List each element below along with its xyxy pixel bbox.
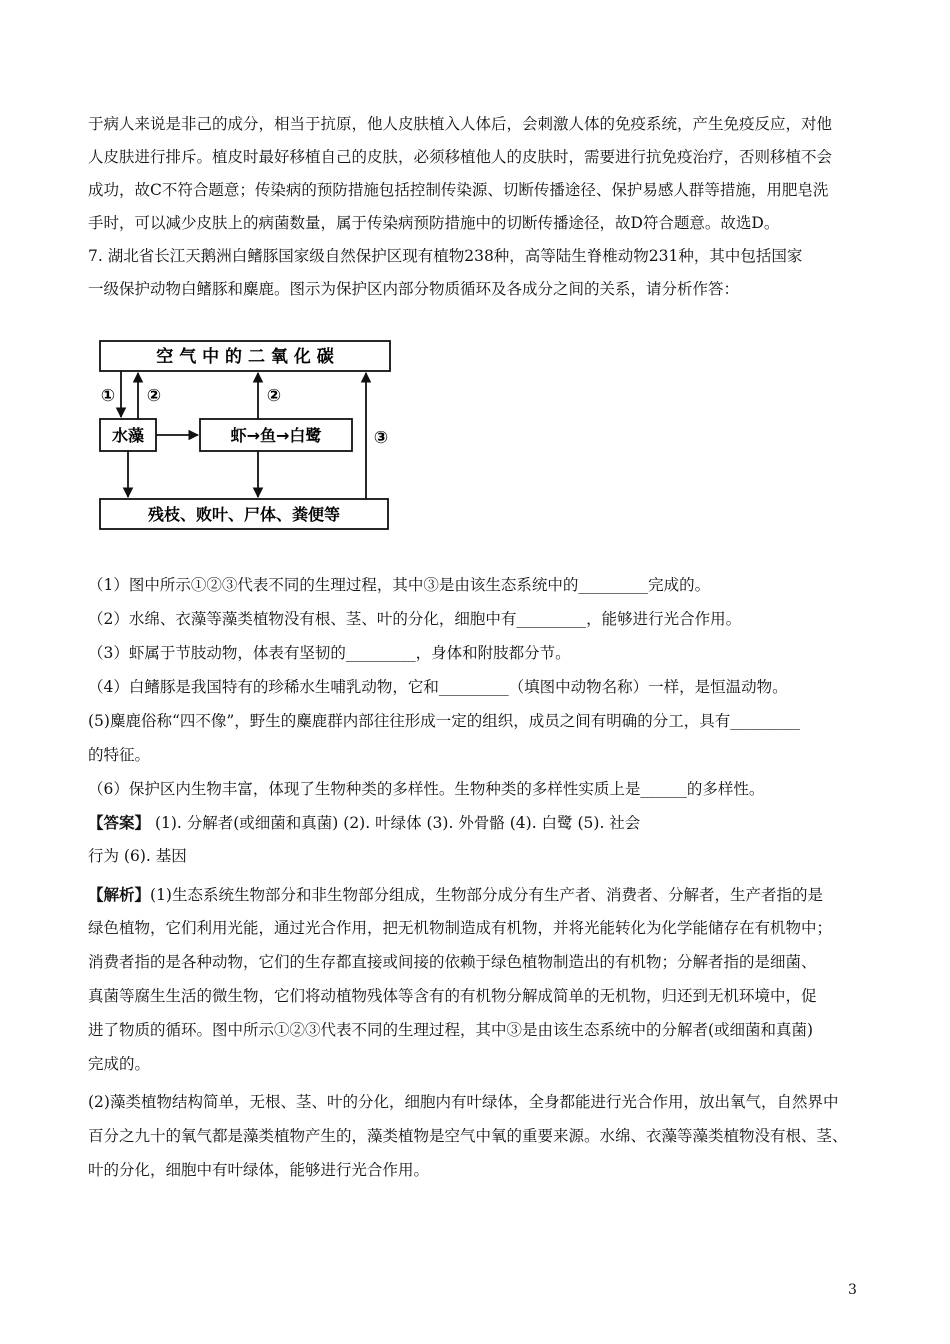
process-label-2: ② bbox=[146, 386, 162, 406]
analysis-line bbox=[88, 878, 868, 912]
analysis-line: 叶的分化，细胞中有叶绿体，能够进行光合作用。 bbox=[88, 1161, 430, 1179]
analysis-line: 真菌等腐生生活的微生物，它们将动植物残体等含有的有机物分解成简单的无机物，归还到无机环境中，促 bbox=[88, 987, 817, 1005]
sub-question: （6）保护区内生物丰富，体现了生物种类的多样性。生物种类的多样性实质上是______的多样性。 bbox=[88, 780, 765, 798]
residue-label: 残枝、败叶、尸体、粪便等 bbox=[147, 505, 341, 524]
process-label-2: ② bbox=[266, 386, 282, 406]
co2-label: 空 气 中 的 二 氧 化 碳 bbox=[156, 347, 334, 367]
sub-question: （4）白鳍豚是我国特有的珍稀水生哺乳动物，它和_________（填图中动物名称）一样，是恒温动物。 bbox=[88, 678, 788, 696]
intro-line: 手时，可以减少皮肤上的病菌数量，属于传染病预防措施中的切断传播途径，故D符合题意。故选D。 bbox=[88, 214, 780, 232]
analysis-line: 进了物质的循环。图中所示①②③代表不同的生理过程，其中③是由该生态系统中的分解者(或细菌和真菌) bbox=[88, 1021, 814, 1039]
analysis-line: 百分之九十的氧气都是藻类植物产生的，藻类植物是空气中氧的重要来源。水绵、衣藻等藻类植物没有根、茎、 bbox=[88, 1127, 848, 1145]
answer-text: (1). 分解者(或细菌和真菌) (2). 叶绿体 (3). 外骨骼 (4). 白鹭 (5). 社会 bbox=[150, 814, 641, 832]
material-cycle-diagram bbox=[96, 335, 396, 535]
analysis-line: 完成的。 bbox=[88, 1055, 151, 1073]
food-chain-label: 虾→鱼→白鹭 bbox=[230, 426, 322, 445]
analysis-line: 消费者指的是各种动物，它们的生存都直接或间接的依赖于绿色植物制造出的有机物；分解者指的是细菌、 bbox=[88, 953, 817, 971]
sub-question: (5)麋鹿俗称“四不像”，野生的麋鹿群内部往往形成一定的组织，成员之间有明确的分工，具有_________ bbox=[88, 712, 801, 730]
analysis-line: 绿色植物，它们利用光能，通过光合作用，把无机物制造成有机物，并将光能转化为化学能储存在有机物中； bbox=[88, 919, 833, 937]
answer-line bbox=[88, 806, 868, 840]
analysis-text: (1)生态系统生物部分和非生物部分组成，生物部分成分有生产者、消费者、分解者，生产者指的是 bbox=[150, 886, 823, 904]
algae-label: 水藻 bbox=[111, 426, 145, 445]
analysis-label: 【解析】 bbox=[88, 885, 151, 904]
process-label-3: ③ bbox=[373, 428, 389, 448]
answer-line: 行为 (6). 基因 bbox=[88, 847, 187, 865]
question-stem: 一级保护动物白鳍豚和麋鹿。图示为保护区内部分物质循环及各成分之间的关系，请分析作答： bbox=[88, 280, 740, 298]
intro-line: 人皮肤进行排斥。植皮时最好移植自己的皮肤，必须移植他人的皮肤时，需要进行抗免疫治疗，否则移植不会 bbox=[88, 148, 833, 166]
sub-question: （3）虾属于节肢动物，体表有坚韧的_________，身体和附肢都分节。 bbox=[88, 644, 571, 662]
page-number: 3 bbox=[848, 1282, 857, 1298]
intro-line: 于病人来说是非己的成分，相当于抗原，他人皮肤植入人体后，会刺激人体的免疫系统，产生免疫反应，对他 bbox=[88, 115, 833, 133]
sub-question: （2）水绵、衣藻等藻类植物没有根、茎、叶的分化，细胞中有_________，能够进行光合作用。 bbox=[88, 610, 742, 628]
analysis-line: (2)藻类植物结构简单，无根、茎、叶的分化，细胞内有叶绿体，全身都能进行光合作用，放出氧气，自然界中 bbox=[88, 1093, 839, 1111]
sub-question: 的特征。 bbox=[88, 746, 151, 764]
sub-question: （1）图中所示①②③代表不同的生理过程，其中③是由该生态系统中的_________完成的。 bbox=[88, 576, 711, 594]
answer-label: 【答案】 bbox=[88, 813, 151, 832]
process-label-1: ① bbox=[100, 386, 116, 406]
question-stem: 7. 湖北省长江天鹅洲白鳍豚国家级自然保护区现有植物238种，高等陆生脊椎动物231种，其中包括国家 bbox=[88, 247, 803, 265]
intro-line: 成功，故C不符合题意；传染病的预防措施包括控制传染源、切断传播途径、保护易感人群等措施，用肥皂洗 bbox=[88, 181, 829, 199]
